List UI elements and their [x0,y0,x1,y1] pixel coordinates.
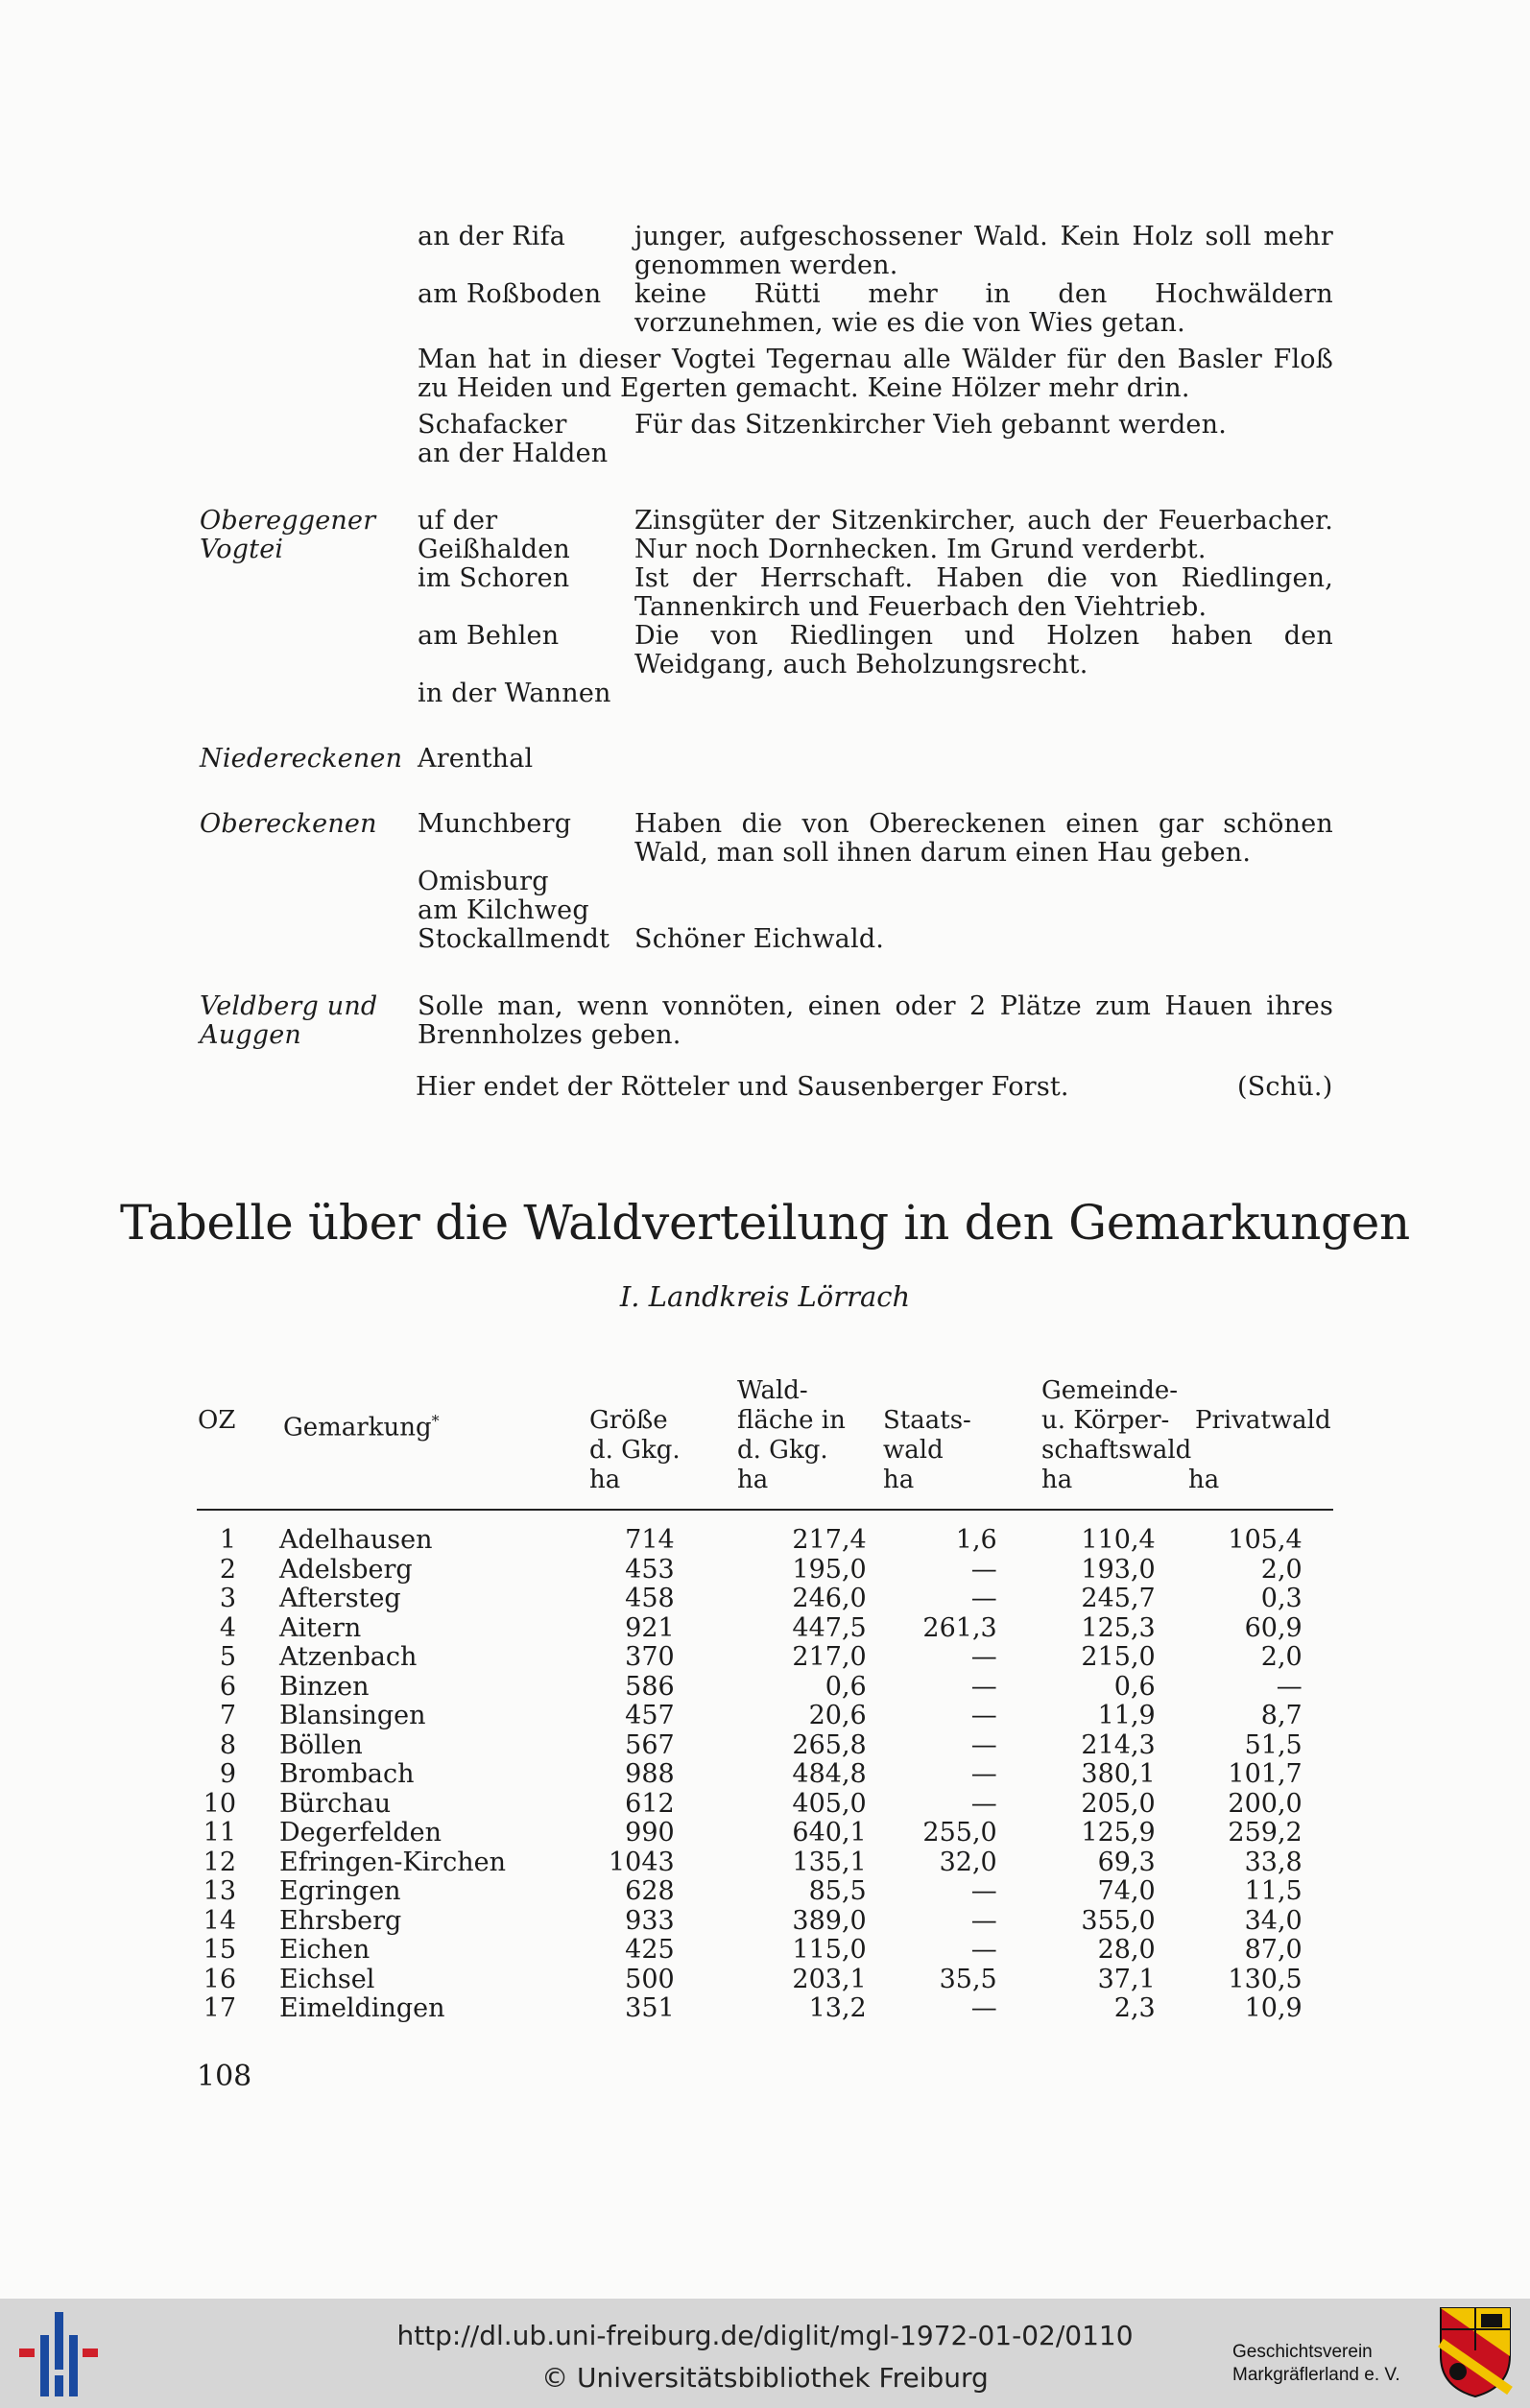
cell-groesse: 500 [625,1964,675,1994]
cell-staatswald: — [970,1905,997,1936]
cell-staatswald: 35,5 [939,1964,997,1994]
place-note: Schöner Eichwald. [634,924,885,954]
table-title: Tabelle über die Waldverteilung in den Gemarkungen [120,1195,1410,1251]
place-note: Ist der Herrschaft. Haben die von Riedlingen, Tannenkirch und Feuerbach den Viehtrieb. [634,563,1333,622]
cell-waldflaeche: 447,5 [792,1612,867,1643]
header-privatwald: Privatwald [1195,1406,1331,1435]
cell-staatswald: 1,6 [955,1525,997,1555]
place-note: Für das Sitzenkircher Vieh gebannt werden. [634,410,1227,440]
place-name: an der Rifa [418,222,566,251]
place-note: Die von Riedlingen und Holzen haben den Weidgang, auch Beholzungsrecht. [634,621,1333,679]
header-gemarkung-label: Gemarkung [283,1413,432,1442]
cell-privatwald: 2,0 [1260,1554,1303,1585]
cell-oz: 13 [203,1876,236,1906]
footer-copyright: © Universitätsbibliothek Freiburg [541,2362,989,2394]
cell-privatwald: 259,2 [1228,1818,1303,1848]
cell-gemarkung: Aitern [279,1612,362,1643]
cell-waldflaeche: 13,2 [808,1993,867,2023]
cell-waldflaeche: 85,5 [808,1876,867,1906]
cell-groesse: 453 [625,1554,675,1585]
cell-oz: 9 [219,1759,236,1789]
cell-groesse: 990 [625,1818,675,1848]
cell-gemarkung: Efringen-Kirchen [279,1847,506,1877]
cell-koerperschaft: 11,9 [1097,1701,1156,1730]
cell-privatwald: 10,9 [1244,1993,1303,2023]
region-name: Niedereckenen [200,744,403,774]
table-row [188,1790,1303,1820]
cell-waldflaeche: 217,4 [792,1525,867,1555]
table-row [188,1643,1303,1673]
table-row [188,1702,1303,1731]
cell-staatswald: — [970,1993,997,2023]
table-row [188,1994,1303,2024]
cell-koerperschaft: 215,0 [1081,1642,1156,1672]
cell-koerperschaft: 0,6 [1113,1671,1156,1702]
cell-staatswald: — [970,1876,997,1906]
place-name: am Roßboden [418,279,602,309]
cell-gemarkung: Brombach [279,1759,415,1789]
cell-gemarkung: Eichen [279,1935,371,1965]
cell-waldflaeche: 195,0 [792,1554,867,1585]
cell-gemarkung: Aftersteg [279,1584,401,1613]
closing-source: (Schü.) [1237,1072,1333,1102]
closing-line: Hier endet der Rötteler und Sausenberger Forst. [416,1072,1069,1102]
place-name: Stockallmendt [418,924,610,954]
cell-privatwald: 60,9 [1244,1612,1303,1643]
region-name: Obereggener Vogtei [200,506,376,564]
table-row [188,1877,1303,1907]
cell-oz: 12 [203,1847,236,1877]
cell-groesse: 567 [625,1729,675,1760]
place-name: Omisburg am Kilchweg [418,867,589,925]
cell-groesse: 457 [625,1701,675,1730]
cell-koerperschaft: 380,1 [1081,1759,1156,1789]
header-staatswald: Staats- wald ha [883,1406,971,1494]
region-name: Veldberg und Auggen [200,991,378,1050]
page-number: 108 [197,2060,252,2093]
place-name: in der Wannen [418,679,611,708]
header-koerperschaft: Gemeinde- u. Körper- schaftswald ha [1041,1376,1192,1494]
place-note: junger, aufgeschossener Wald. Kein Holz soll mehr genommen werden. [634,222,1333,280]
cell-oz: 11 [203,1818,236,1848]
cell-koerperschaft: 110,4 [1081,1525,1156,1555]
footer-bar [0,2299,1530,2408]
cell-waldflaeche: 217,0 [792,1642,867,1672]
table-body [188,1526,1303,2024]
cell-gemarkung: Adelhausen [279,1525,433,1555]
cell-oz: 4 [219,1612,236,1643]
footer-url-link[interactable]: http://dl.ub.uni-freiburg.de/diglit/mgl-1972-01-02/0110 [396,2320,1134,2351]
cell-privatwald: 51,5 [1244,1729,1303,1760]
cell-oz: 1 [219,1525,236,1555]
cell-oz: 15 [203,1935,236,1965]
cell-koerperschaft: 193,0 [1081,1554,1156,1585]
cell-privatwald: 33,8 [1244,1847,1303,1877]
cell-gemarkung: Blansingen [279,1701,426,1730]
cell-gemarkung: Ehrsberg [279,1905,402,1936]
cell-oz: 7 [219,1701,236,1730]
table-row [188,1585,1303,1614]
cell-staatswald: — [970,1584,997,1613]
cell-oz: 17 [203,1993,236,2023]
cell-privatwald: 87,0 [1244,1935,1303,1965]
cell-privatwald: 130,5 [1228,1964,1303,1994]
cell-privatwald: 34,0 [1244,1905,1303,1936]
place-name: im Schoren [418,563,570,593]
cell-privatwald: 200,0 [1228,1788,1303,1819]
forest-table [188,1526,1303,2024]
cell-groesse: 370 [625,1642,675,1672]
society-name: Geschichtsverein Markgräflerland e. V. [1232,2342,1400,2385]
table-row [188,1936,1303,1966]
cell-privatwald: — [1276,1671,1303,1702]
table-row [188,1526,1303,1556]
cell-groesse: 458 [625,1584,675,1613]
cell-waldflaeche: 484,8 [792,1759,867,1789]
cell-oz: 6 [219,1671,236,1702]
place-note: keine Rütti mehr in den Hochwäldern vorzunehmen, wie es die von Wies getan. [634,279,1333,338]
cell-koerperschaft: 245,7 [1081,1584,1156,1613]
cell-waldflaeche: 389,0 [792,1905,867,1936]
place-note: Haben die von Obereckenen einen gar schönen Wald, man soll ihnen darum einen Hau geben. [634,809,1333,868]
place-name: am Behlen [418,621,560,651]
cell-waldflaeche: 203,1 [792,1964,867,1994]
cell-koerperschaft: 37,1 [1097,1964,1156,1994]
cell-groesse: 933 [625,1905,675,1936]
cell-groesse: 586 [625,1671,675,1702]
table-row [188,1848,1303,1878]
header-rule [197,1509,1333,1511]
cell-gemarkung: Eichsel [279,1964,375,1994]
cell-groesse: 612 [625,1788,675,1819]
cell-groesse: 351 [625,1993,675,2023]
header-gemarkung [283,1406,440,1443]
cell-privatwald: 101,7 [1228,1759,1303,1789]
cell-gemarkung: Böllen [279,1729,363,1760]
cell-koerperschaft: 214,3 [1081,1729,1156,1760]
cell-waldflaeche: 20,6 [808,1701,867,1730]
cell-staatswald: — [970,1788,997,1819]
cell-privatwald: 0,3 [1260,1584,1303,1613]
cell-koerperschaft: 355,0 [1081,1905,1156,1936]
cell-koerperschaft: 125,9 [1081,1818,1156,1848]
cell-staatswald: — [970,1935,997,1965]
cell-koerperschaft: 2,3 [1113,1993,1156,2023]
cell-staatswald: — [970,1671,997,1702]
cell-oz: 5 [219,1642,236,1672]
cell-groesse: 714 [625,1525,675,1555]
footnote-mark: * [431,1412,440,1430]
table-row [188,1966,1303,1995]
cell-groesse: 1043 [609,1847,675,1877]
cell-staatswald: 255,0 [922,1818,997,1848]
table-row [188,1907,1303,1937]
cell-oz: 14 [203,1905,236,1936]
cell-waldflaeche: 640,1 [792,1818,867,1848]
paragraph: Man hat in dieser Vogtei Tegernau alle Wälder für den Basler Floß zu Heiden und Egerten gemacht. Keine Hölzer mehr drin. [418,345,1333,403]
cell-waldflaeche: 246,0 [792,1584,867,1613]
header-oz: OZ [198,1406,236,1435]
cell-groesse: 425 [625,1935,675,1965]
cell-koerperschaft: 69,3 [1097,1847,1156,1877]
cell-waldflaeche: 0,6 [825,1671,867,1702]
cell-gemarkung: Bürchau [279,1788,392,1819]
cell-groesse: 988 [625,1759,675,1789]
table-row [188,1614,1303,1644]
cell-oz: 8 [219,1729,236,1760]
place-note: Zinsgüter der Sitzenkircher, auch der Feuerbacher. Nur noch Dornhecken. Im Grund verderbt. [634,506,1333,564]
cell-privatwald: 2,0 [1260,1642,1303,1672]
place-name: Schafacker an der Halden [418,410,609,468]
cell-koerperschaft: 205,0 [1081,1788,1156,1819]
cell-gemarkung: Atzenbach [279,1642,418,1672]
table-row [188,1556,1303,1585]
header-privatwald-unit: ha [1188,1466,1220,1494]
cell-waldflaeche: 265,8 [792,1729,867,1760]
cell-koerperschaft: 125,3 [1081,1612,1156,1643]
cell-staatswald: 32,0 [939,1847,997,1877]
cell-oz: 2 [219,1554,236,1585]
place-name: Arenthal [418,744,534,774]
cell-waldflaeche: 405,0 [792,1788,867,1819]
cell-privatwald: 11,5 [1244,1876,1303,1906]
cell-oz: 16 [203,1964,236,1994]
cell-groesse: 628 [625,1876,675,1906]
cell-oz: 10 [203,1788,236,1819]
cell-staatswald: — [970,1642,997,1672]
cell-privatwald: 8,7 [1260,1701,1303,1730]
cell-staatswald: — [970,1729,997,1760]
cell-gemarkung: Adelsberg [279,1554,413,1585]
cell-gemarkung: Eimeldingen [279,1993,445,2023]
cell-waldflaeche: 115,0 [792,1935,867,1965]
cell-koerperschaft: 74,0 [1097,1876,1156,1906]
cell-koerperschaft: 28,0 [1097,1935,1156,1965]
cell-staatswald: — [970,1701,997,1730]
table-row [188,1819,1303,1848]
cell-staatswald: 261,3 [922,1612,997,1643]
cell-gemarkung: Degerfelden [279,1818,442,1848]
header-groesse: Größe d. Gkg. ha [589,1406,681,1494]
table-row [188,1673,1303,1703]
cell-waldflaeche: 135,1 [792,1847,867,1877]
table-row [188,1731,1303,1761]
cell-staatswald: — [970,1759,997,1789]
cell-privatwald: 105,4 [1228,1525,1303,1555]
cell-gemarkung: Egringen [279,1876,401,1906]
cell-oz: 3 [219,1584,236,1613]
place-name: uf der Geißhalden [418,506,570,564]
paragraph: Solle man, wenn vonnöten, einen oder 2 Plätze zum Hauen ihres Brennholzes geben. [418,991,1333,1050]
header-waldflaeche: Wald- fläche in d. Gkg. ha [737,1376,846,1494]
table-subtitle: I. Landkreis Lörrach [619,1280,911,1313]
region-name: Obereckenen [200,809,377,839]
place-name: Munchberg [418,809,572,839]
table-row [188,1760,1303,1790]
society-crest-icon [1437,2304,1514,2398]
cell-gemarkung: Binzen [279,1671,370,1702]
cell-groesse: 921 [625,1612,675,1643]
cell-staatswald: — [970,1554,997,1585]
